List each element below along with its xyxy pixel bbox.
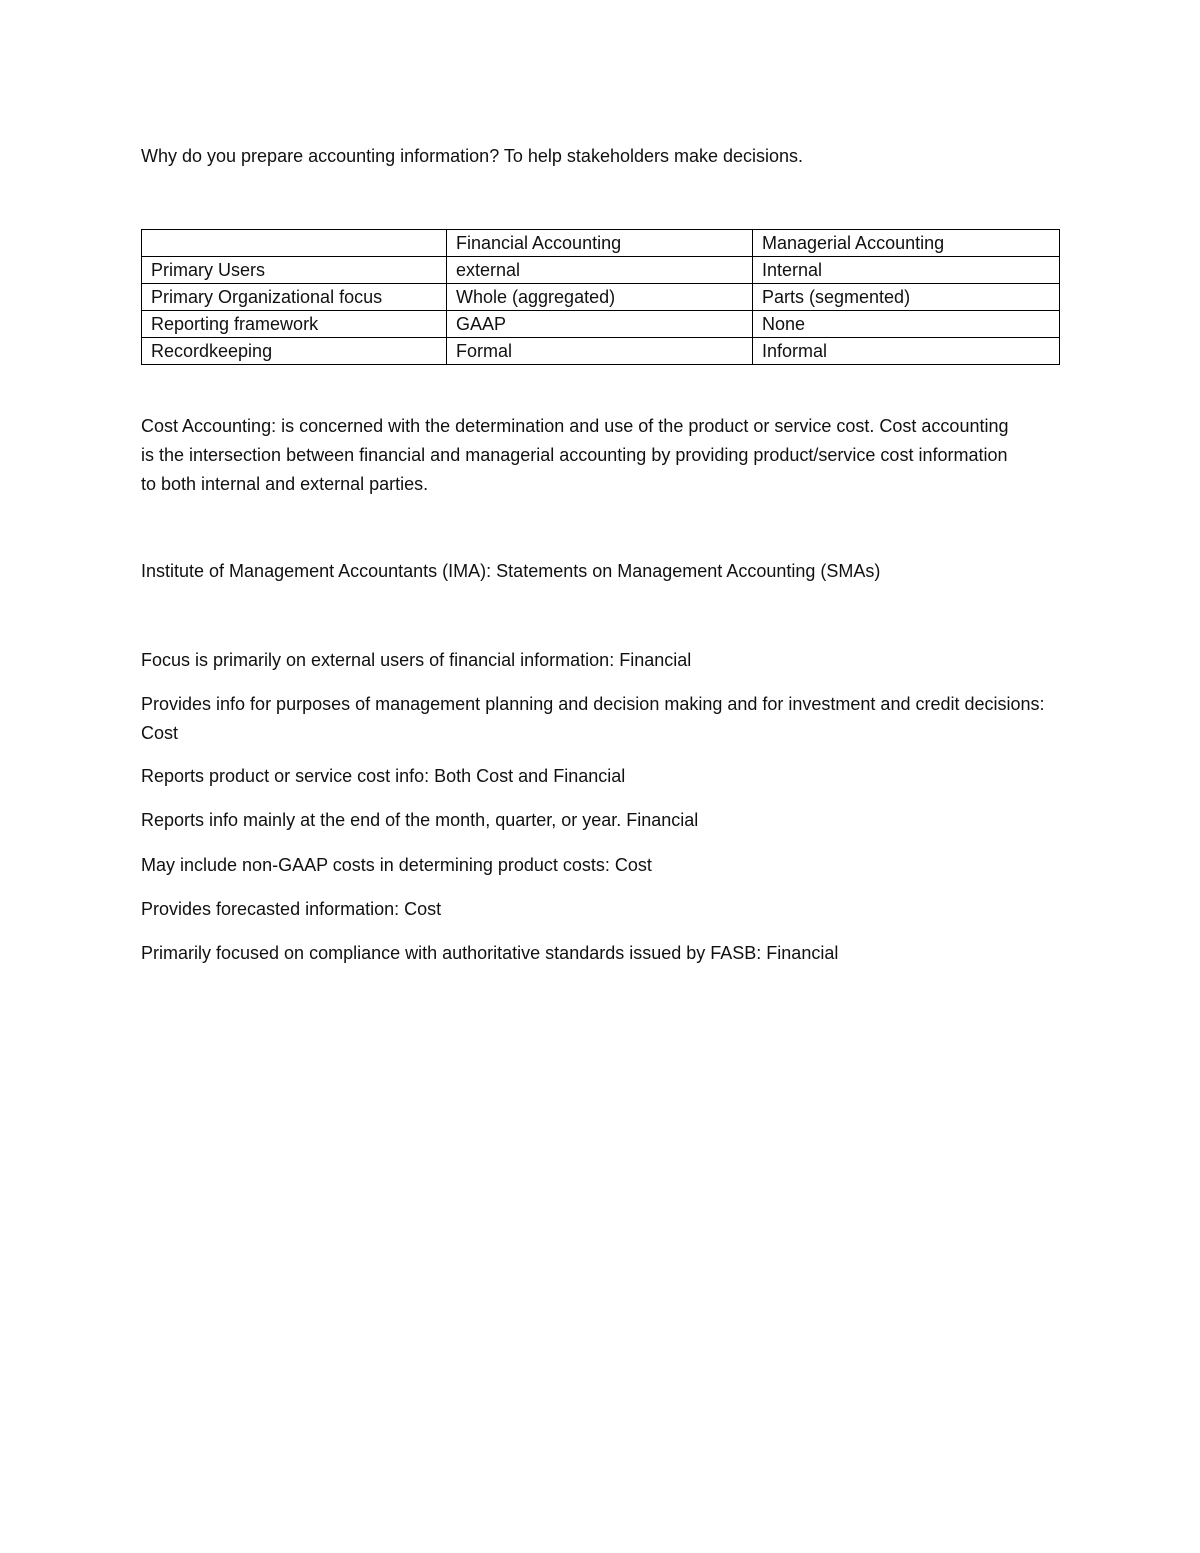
table-header-cell: [142, 230, 447, 257]
statement-item: Provides info for purposes of management planning and decision making and for investment and credit decisions: Cost: [141, 694, 1045, 743]
table-cell: Whole (aggregated): [447, 284, 753, 311]
table-cell: external: [447, 257, 753, 284]
statement-item: Provides forecasted information: Cost: [141, 899, 442, 919]
table-row: [142, 338, 1060, 365]
statement-item: May include non-GAAP costs in determining product costs: Cost: [141, 855, 652, 875]
table-cell: Parts (segmented): [753, 284, 1060, 311]
table-cell: Primary Organizational focus: [142, 284, 447, 311]
table-cell: Informal: [753, 338, 1060, 365]
table-cell: Internal: [753, 257, 1060, 284]
statement-item: Focus is primarily on external users of financial information: Financial: [141, 650, 692, 670]
statement-item: Primarily focused on compliance with authoritative standards issued by FASB: Financial: [141, 943, 839, 963]
table-header-cell: Financial Accounting: [447, 230, 753, 257]
accounting-comparison-table: [141, 229, 1060, 365]
table-header-row: [142, 230, 1060, 257]
table-cell: GAAP: [447, 311, 753, 338]
statement-item: Reports info mainly at the end of the month, quarter, or year. Financial: [141, 810, 699, 830]
statement-item: Reports product or service cost info: Both Cost and Financial: [141, 766, 626, 786]
table-cell: Reporting framework: [142, 311, 447, 338]
table-cell: Primary Users: [142, 257, 447, 284]
table-row: [142, 311, 1060, 338]
ima-line: Institute of Management Accountants (IMA): Statements on Management Accounting (SMAs): [141, 561, 881, 581]
table-cell: Formal: [447, 338, 753, 365]
table-cell: Recordkeeping: [142, 338, 447, 365]
table-row: [142, 284, 1060, 311]
table-row: [142, 257, 1060, 284]
intro-text: Why do you prepare accounting information? To help stakeholders make decisions.: [141, 146, 804, 166]
table-cell: None: [753, 311, 1060, 338]
cost-accounting-paragraph: Cost Accounting: is concerned with the determination and use of the product or service cost. Cost accounting is the intersection between financial and managerial accounting by providing product/service cost information to both internal and external parties.: [141, 416, 1009, 494]
table-header-cell: Managerial Accounting: [753, 230, 1060, 257]
